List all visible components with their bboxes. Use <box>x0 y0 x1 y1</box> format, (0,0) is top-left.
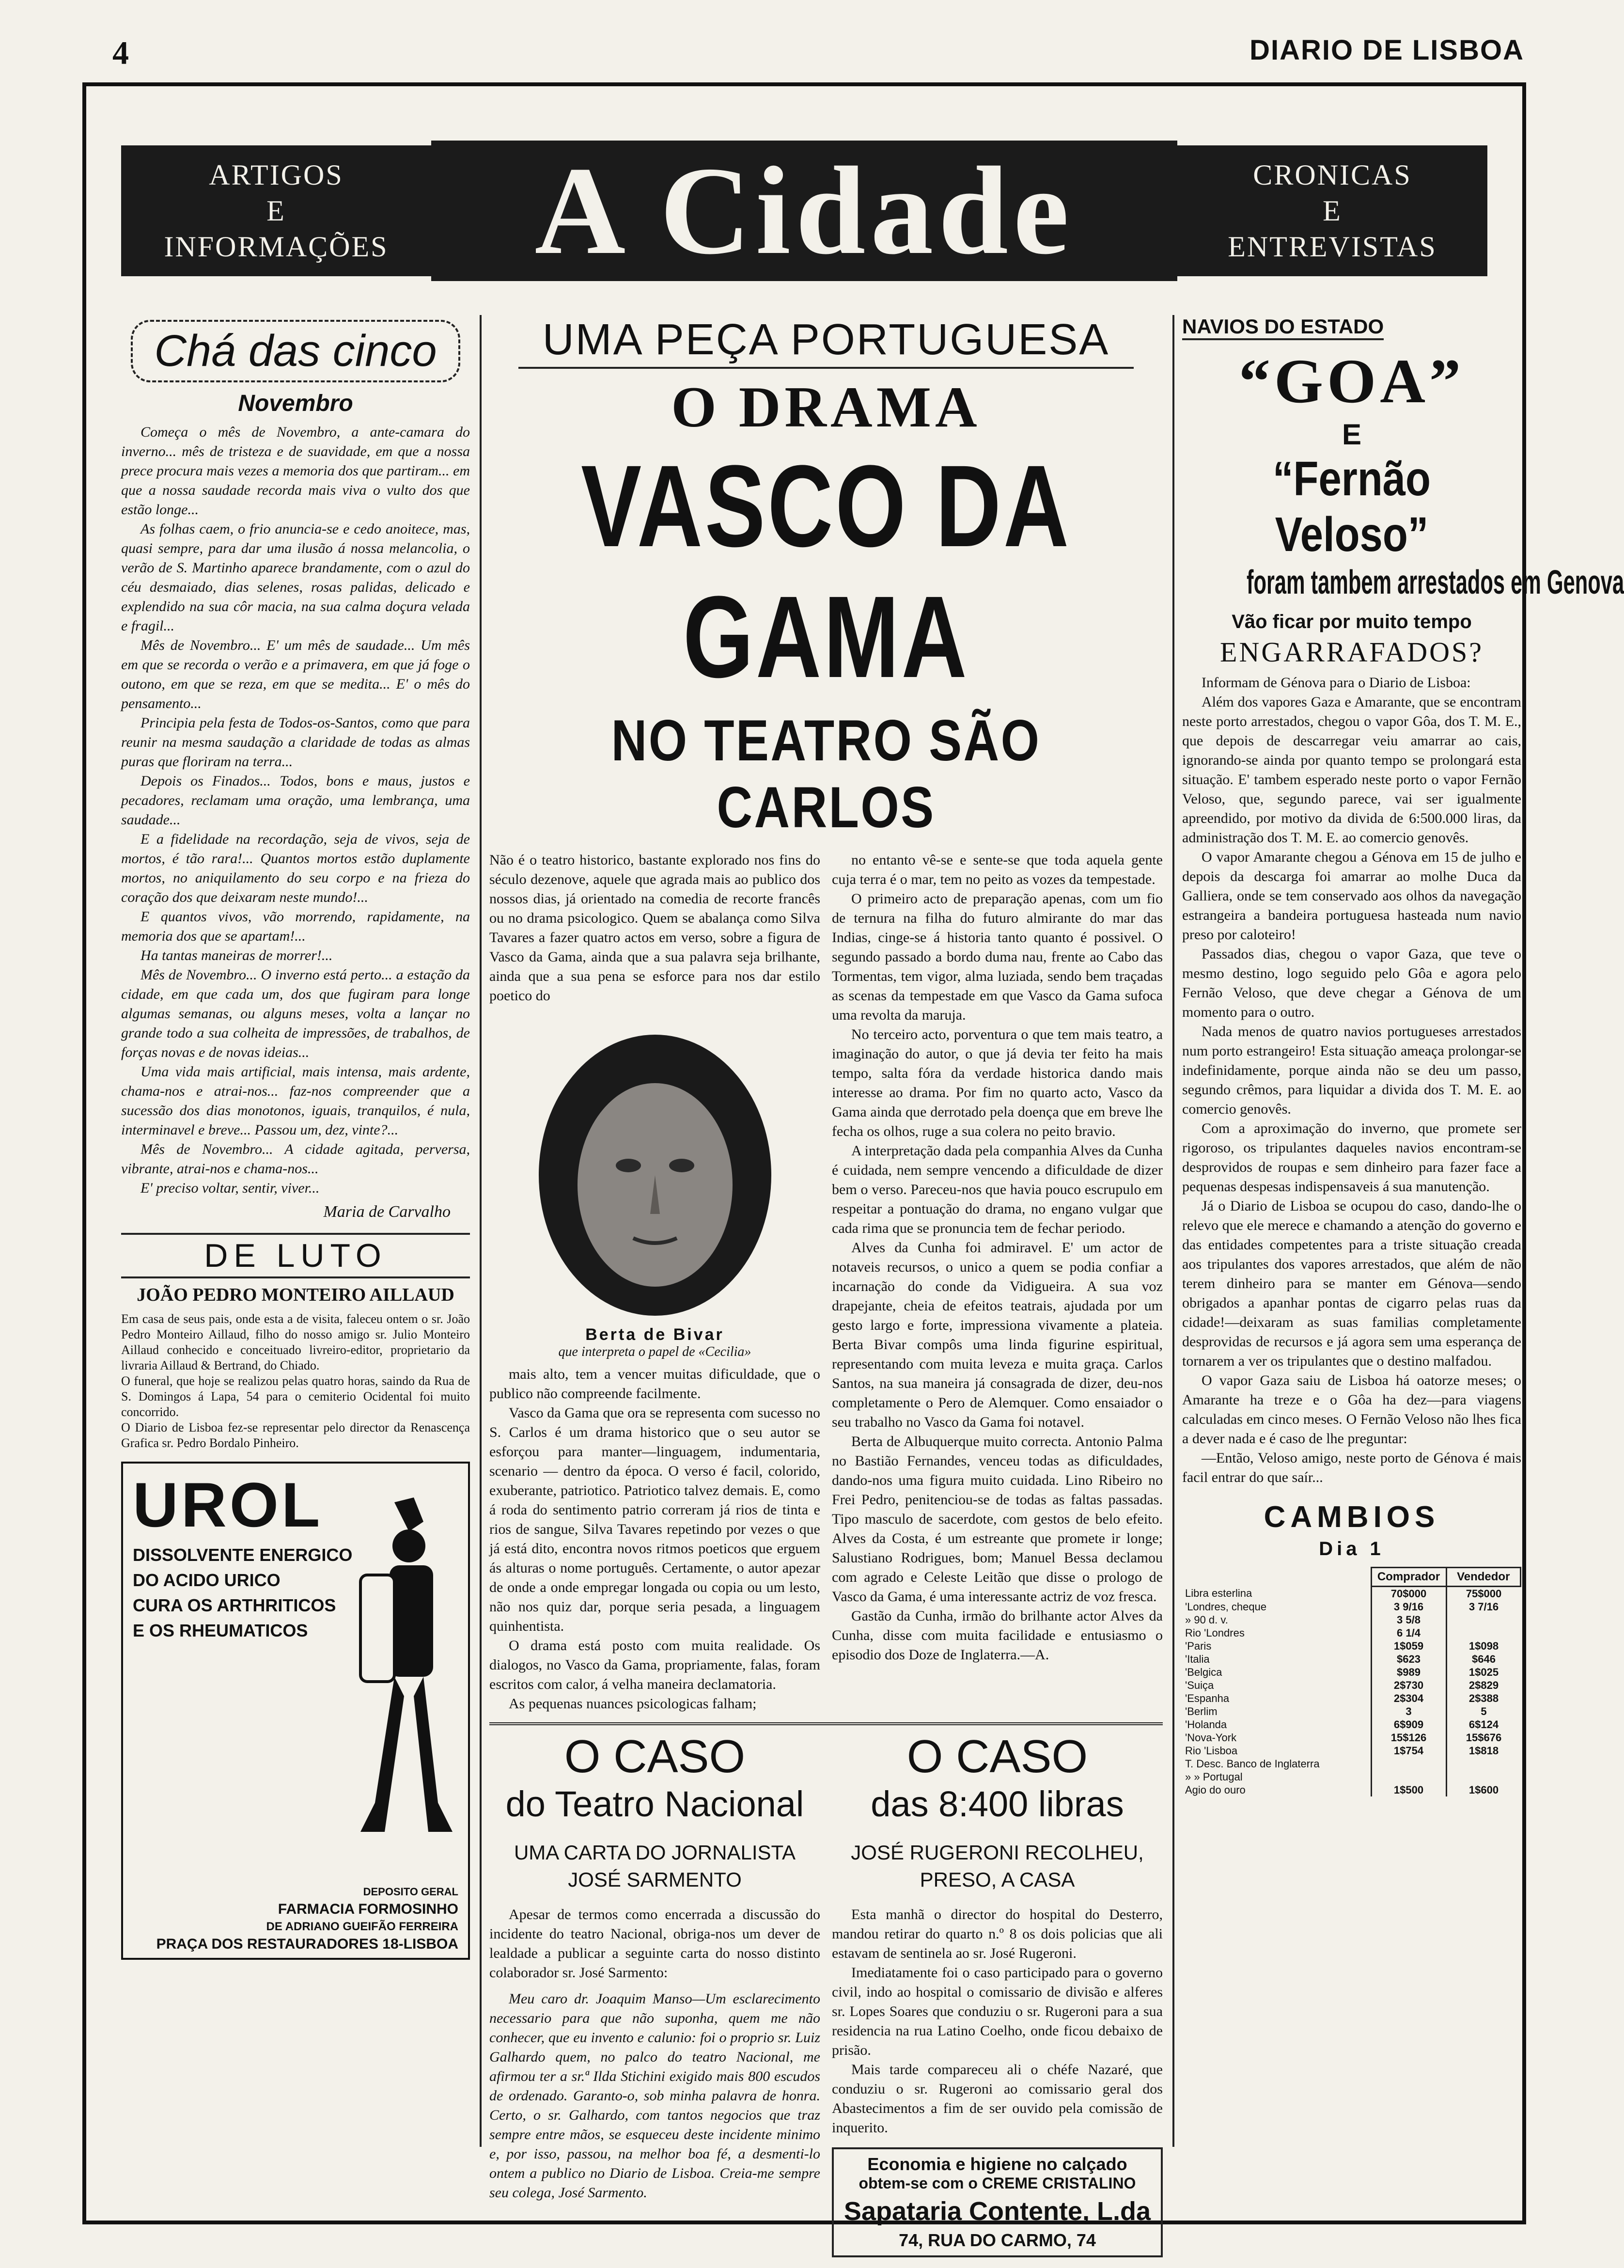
cell-sell <box>1446 1626 1521 1639</box>
paragraph: —Então, Veloso amigo, neste porto de Génova é mais facil entrar do que saír... <box>1182 1450 1521 1485</box>
table-header-buy: Comprador <box>1371 1568 1446 1587</box>
cambios-day: Dia 1 <box>1319 1538 1385 1559</box>
case-paragraph: Esta manhã o director do hospital do Desterro, mandou retirar do quarto n.º 8 os dois policias que ali estavam de sentinela ao sr. José Rugeroni. <box>832 1906 1163 1961</box>
cell-sell: 15$676 <box>1446 1731 1521 1744</box>
article-kicker: UMA PEÇA PORTUGUESA <box>542 315 1110 364</box>
masthead-right-line: E <box>1323 195 1342 227</box>
paragraph: mais alto, tem a vencer muitas dificuldade, que o publico não compreende facilmente. <box>489 1366 820 1402</box>
right-column <box>1182 315 1624 2157</box>
masthead-left-box <box>121 145 431 276</box>
cell-label: Rio 'Londres <box>1185 1627 1245 1639</box>
subhead-engarrafados: ENGARRAFADOS? <box>1220 636 1483 668</box>
paragraph: no entanto vê-se e sente-se que toda aquela gente cuja terra é o mar, tem no peito as vozes da tempestade. <box>832 852 1163 887</box>
article-paragraph: Não é o teatro historico, bastante explorado nos fins do século dezenove, aquele que agrada mais ao publico dos nossos dias, já orientado na comedia de recorte francês ou no drama psicologico. Quem se abalança como Silva Tavares a fazer quatro actos em verso, sobre a figura de Vasco da Gama, ainda que a sua palavra seja brilhante, ainda que a sua pena se esforce para nos dar estilo poetico do <box>489 852 820 1004</box>
paragraph: E quantos vivos, vão morrendo, rapidamente, na memoria dos que se apartam!... <box>121 909 470 944</box>
cell-label: 'Italia <box>1185 1653 1210 1665</box>
cell-sell: 1$600 <box>1446 1783 1521 1796</box>
novembro-subtitle: Novembro <box>238 391 353 416</box>
paragraph: Começa o mês de Novembro, a ante-camara do inverno... mês de tristeza e de suavidade, em que a nossa prece procura mais vezes a memoria dos que partiram... em que a nossa saudade recorda mais viva o vulto dos que estão longe... <box>121 424 470 518</box>
paragraph: Já o Diario de Lisboa se ocupou do caso, dando-lhe o relevo que ele merece e chamando a atenção do governo e das entidades competentes para a triste situação creada aos tripulantes dos vapores arrestados, que além de não terem dinheiro para se manter em Génova—sendo obrigados a apanhar pontas de cigarro pelas ruas da cidade!—deixaram as suas familias completamente desprovidas de recursos e já agora sem uma esperança de tornarem a ver os tripulantes que o destino malfadou. <box>1182 1198 1521 1369</box>
paragraph: Passados dias, chegou o vapor Gaza, que teve o mesmo destino, logo seguido pelo Gôa e agora pelo Fernão Veloso, que deve chegar a Génova de um momento para o outro. <box>1182 946 1521 1020</box>
cell-buy: 1$500 <box>1371 1783 1446 1796</box>
headline-o-drama: O DRAMA <box>671 375 981 439</box>
photo-caption: Berta de Bivar <box>585 1325 724 1344</box>
case-paragraph: Imediatamente foi o caso participado para o governo civil, indo ao hospital o comissario de divisão e alferes sr. Lopes Soares que conduziu o sr. Rugeroni para a sua residencia na rua Latino Coelho, onde ficou debaixo de prisão. <box>832 1965 1163 2058</box>
article-column-b <box>832 850 1163 1714</box>
exchange-table <box>1182 1567 1521 1796</box>
column-rule <box>1172 315 1174 2147</box>
case-subtitle: do Teatro Nacional <box>505 1784 804 1824</box>
cell-sell: 75$000 <box>1446 1587 1521 1601</box>
cell-sell: $646 <box>1446 1653 1521 1666</box>
masthead-right-line: CRONICAS <box>1253 159 1412 191</box>
cell-sell: 3 7/16 <box>1446 1600 1521 1613</box>
cases-section <box>489 1730 1163 2257</box>
cell-buy: 2$304 <box>1371 1692 1446 1705</box>
table-row <box>1182 1639 1521 1653</box>
navios-article-text <box>1182 673 1521 1487</box>
mourning-text: O funeral, que hoje se realizou pelas quatro horas, saindo da Rua de S. Domingos á Lapa, 54 para o cemiterio Ocidental foi muito concorrido. <box>121 1374 470 1419</box>
ad2-address: 74, RUA DO CARMO, 74 <box>899 2230 1096 2250</box>
sapataria-advertisement <box>832 2147 1163 2257</box>
cell-buy: $989 <box>1371 1666 1446 1679</box>
paragraph: Mês de Novembro... E' um mês de saudade... Um mês em que se recorda o verão e a primavera, em que já foge o outono, em que se reza, em que se medita... E' o mês do pensamento... <box>121 637 470 711</box>
cell-sell: 6$124 <box>1446 1718 1521 1731</box>
ad-brand: UROL <box>133 1469 323 1540</box>
cell-label: T. Desc. Banco de Inglaterra <box>1185 1758 1320 1770</box>
table-row <box>1182 1692 1521 1705</box>
cell-label: 'Nova-York <box>1185 1732 1237 1744</box>
ad2-line: obtem-se com o CREME CRISTALINO <box>859 2174 1136 2192</box>
paragraph: Uma vida mais artificial, mais intensa, mais ardente, chama-nos e atrai-nos... faz-nos compreender que a sucessão dos dias monotonos, iguais, tranquilos, é nula, interminavel e breve... Passou um, dez, vinte?... <box>121 1064 470 1138</box>
masthead-left-line: E <box>266 195 286 227</box>
ad-footer <box>133 1883 458 1953</box>
case-title: O CASO <box>906 1731 1088 1782</box>
case-teatro-nacional <box>489 1730 820 2257</box>
ad-footer-line: DE ADRIANO GUEIFÃO FERREIRA <box>266 1920 458 1933</box>
cell-buy: 3 9/16 <box>1371 1600 1446 1613</box>
section-divider <box>489 1722 1163 1725</box>
cell-sell: 1$098 <box>1446 1639 1521 1653</box>
table-row <box>1182 1770 1521 1783</box>
masthead-title: A Cidade <box>431 141 1177 281</box>
ad-line: DO ACIDO URICO <box>133 1570 281 1590</box>
signature: Maria de Carvalho <box>323 1203 451 1221</box>
cell-sell: 1$818 <box>1446 1744 1521 1757</box>
paragraph: Depois os Finados... Todos, bons e maus, justos e pecadores, reclamam uma oração, uma lembrança, uma saudade... <box>121 773 470 828</box>
cell-sell: 1$025 <box>1446 1666 1521 1679</box>
case-paragraph: Apesar de termos como encerrada a discussão do incidente do teatro Nacional, obriga-nos um dever de lealdade a publicar a seguinte carta do nosso distinto colaborador sr. José Sarmento: <box>489 1906 820 1981</box>
table-row <box>1182 1744 1521 1757</box>
portrait-photo <box>510 1020 800 1321</box>
paragraph: E' preciso voltar, sentir, viver... <box>141 1180 320 1196</box>
cell-sell: 2$388 <box>1446 1692 1521 1705</box>
ad-line: E OS RHEUMATICOS <box>133 1621 308 1640</box>
table-row <box>1182 1718 1521 1731</box>
masthead-right-line: ENTREVISTAS <box>1228 231 1437 263</box>
table-row <box>1182 1613 1521 1626</box>
headline-vasco-da-gama: VASCO DA GAMA <box>581 441 1071 702</box>
cell-sell <box>1446 1757 1521 1770</box>
ad-footer-line: PRAÇA DOS RESTAURADORES 18-LISBOA <box>156 1936 458 1952</box>
cell-sell: 5 <box>1446 1705 1521 1718</box>
cell-buy: 3 <box>1371 1705 1446 1718</box>
headline-arrestados: foram tambem arrestados em Genova <box>1247 563 1624 601</box>
section-navios: NAVIOS DO ESTADO <box>1182 315 1384 340</box>
table-row <box>1182 1731 1521 1744</box>
cell-buy <box>1371 1770 1446 1783</box>
newspaper-name: DIARIO DE LISBOA <box>1249 34 1524 66</box>
paragraph: Com a aproximação do inverno, que promete ser rigoroso, os tripulantes daqueles navios encontram-se desprovidos de roupas e sem dinheiro para fazer face a pequenas despesas indispensaveis á sua manutenção. <box>1182 1120 1521 1195</box>
table-row <box>1182 1783 1521 1796</box>
column-rule <box>480 315 482 2147</box>
paragraph: Mês de Novembro... A cidade agitada, perversa, vibrante, atrai-nos e chama-nos... <box>121 1141 470 1177</box>
ad-footer-line: FARMACIA FORMOSINHO <box>278 1901 458 1917</box>
cell-label: Libra esterlina <box>1185 1587 1252 1600</box>
kicker-rule <box>518 367 1134 369</box>
paragraph: Berta de Albuquerque muito correcta. Antonio Palma no Bastião Fernandes, venceu todas as dificuldades, dando-nos uma figura muito cuidada. Lino Ribeiro no Frei Pedro, penitenciou-se de todas as faltas passadas. Tipo masculo de sacerdote, com gestos de belo efeito. Alves da Costa, é um estreante que promete ir longe; Salustiano Rodrigues, bom; Manuel Bessa declamou com agrado e Celeste Leitão que disse o prologo de Vasco da Gama, é uma interessante actriz de voz fresca. <box>832 1433 1163 1605</box>
cell-buy: 15$126 <box>1371 1731 1446 1744</box>
ad-footer-line: DEPOSITO GERAL <box>363 1886 458 1898</box>
cha-das-cinco-title: Chá das cinco <box>131 320 460 382</box>
cell-buy: 1$754 <box>1371 1744 1446 1757</box>
paragraph: As pequenas nuances psicologicas falham; <box>509 1696 757 1712</box>
paragraph: O vapor Gaza saiu de Lisboa há oatorze meses; o Amarante ha treze e o Gôa ha dez—para viagens calculadas em cinco meses. O Fernão Veloso não lhes fica a dever nada e é caso de lhe preguntar: <box>1182 1372 1521 1447</box>
paragraph: Principia pela festa de Todos-os-Santos, como que para reunir na mesma saudação a claridade de todas as almas puras que floriram na terra... <box>121 715 470 770</box>
mourning-title: DE LUTO <box>121 1233 470 1278</box>
cell-label: Agio do ouro <box>1185 1784 1246 1796</box>
headline-fernao-veloso: “Fernão Veloso” <box>1273 452 1431 562</box>
cell-sell: 2$829 <box>1446 1679 1521 1692</box>
paragraph: Vasco da Gama que ora se representa com sucesso no S. Carlos é um drama historico que o seu autor se esforçou para manter—linguagem, indumentaria, scenario — dentro da época. O verso é facil, colorido, exuberante, patriotico. Patriotico talvez demais. E, como á roda do sentimento patrio correram já rios de tinta e rios de sangue, Silva Tavares repetindo por vezes o que já está dito, encontra novos ritmos poeticos que erguem ás alturas o nome português. Certamente, o autor apezar de onde a onde empregar longada ou copia ou um lesto, não nos quiz dar, porque seria pesada, a linguagem quinhentista. <box>489 1405 820 1634</box>
mourning-text: O Diario de Lisboa fez-se representar pelo director da Renascença Grafica sr. Pedro Bordalo Pinheiro. <box>121 1420 470 1450</box>
paragraph: As folhas caem, o frio anuncia-se e cedo anoitece, mas, quasi sempre, para dar uma ilusão á nossa melancolia, o verão de S. Martinho aparece brandamente, com o azul do céu desmaiado, dias selenes, rosas palidas, delicado e explendido na sua côr macia, na sua calma doçura velada e fragil... <box>121 521 470 634</box>
case-8400-libras <box>832 1730 1163 2257</box>
table-row <box>1182 1587 1521 1601</box>
cell-label: 'Londres, cheque <box>1185 1601 1267 1613</box>
cell-buy: 1$059 <box>1371 1639 1446 1653</box>
photo-subcaption: que interpreta o papel de «Cecilia» <box>558 1344 751 1359</box>
paragraph: Ha tantas maneiras de morrer!... <box>141 947 333 963</box>
mourning-text: Em casa de seus pais, onde esta a de visita, faleceu ontem o sr. João Pedro Monteiro Aillaud, filho do nosso amigo sr. Julio Monteiro Aillaud conhecido e conceituado livreiro-editor, proprietario da livraria Aillaud & Bertrand, do Chiado. <box>121 1312 470 1372</box>
article-body <box>489 850 1163 1714</box>
cell-label: 'Espanha <box>1185 1692 1230 1704</box>
table-header-blank <box>1182 1568 1371 1587</box>
table-row <box>1182 1626 1521 1639</box>
paragraph: O drama está posto com muita realidade. Os dialogos, no Vasco da Gama, propriamente, falas, foram escritos com calor, á velha maneira declamatoria. <box>489 1638 820 1692</box>
paragraph: A interpretação dada pela companhia Alves da Cunha é cuidada, nem sempre vencendo a dificuldade de dizer bem o verso. Pareceu-nos que havia pouco escrupulo em respeitar a pontuação do drama, no engano vulgar que cada rima que se pronuncia tem de fechar periodo. <box>832 1143 1163 1236</box>
ad2-name: Sapataria Contente, L.da <box>843 2197 1151 2226</box>
case-deck: JOSÉ RUGERONI RECOLHEU, PRESO, A CASA <box>851 1841 1144 1891</box>
ad-line: CURA OS ARTHRITICOS <box>133 1595 336 1615</box>
cell-sell <box>1446 1770 1521 1783</box>
paragraph: No terceiro acto, porventura o que tem mais teatro, a imaginação do autor, o que já devia ter feito ha mais tempo, salta fóra da verdade historica dando mais interesse ao drama. Por fim no quarto acto, Vasco da Gama ainda que derrotado pela doença que em breve lhe fecha os olhos, ruge a sua colera no peito bravio. <box>832 1026 1163 1139</box>
article-column-a <box>489 850 820 1714</box>
table-row <box>1182 1666 1521 1679</box>
cell-buy: $623 <box>1371 1653 1446 1666</box>
cell-buy: 3 5/8 <box>1371 1613 1446 1626</box>
case-subtitle: das 8:400 libras <box>871 1784 1124 1824</box>
cell-buy <box>1371 1757 1446 1770</box>
paragraph: Alves da Cunha foi admiravel. E' um actor de notaveis recursos, o unico a quem se podia confiar a incarnação do conde da Vidigueira. A sua voz drapejante, cheia de efeitos teatrais, ajudada por um gesto largo e forte, impressiona vivamente a plateia. Berta Bivar compôs uma linda figurine espiritual, representando com muita leveza e muita graça. Carlos Santos, na sua maneira já consagrada de dizer, deu-nos completamente o Pero de Alemquer. Como ensaiador o seu trabalho no Vasco da Gama foi notavel. <box>832 1240 1163 1430</box>
ad2-line: Economia e higiene no calçado <box>867 2154 1127 2174</box>
cell-buy: 2$730 <box>1371 1679 1446 1692</box>
cambios-title: CAMBIOS <box>1264 1500 1440 1534</box>
table-row <box>1182 1757 1521 1770</box>
cell-label: 'Berlim <box>1185 1705 1218 1717</box>
paragraph: Mês de Novembro... O inverno está perto... a estação da cidade, em que cada um, dos que fugiram para longe algumas semanas, ou alguns meses, volta a lançar no grande todo a sua colheita de impressões, de trabalhos, de forças novas e de novas ideias... <box>121 967 470 1060</box>
paragraph: Além dos vapores Gaza e Amarante, que se encontram neste porto arrestados, chegou o vapor Gôa, dos T. M. E., que depois de descarregar veiu amarrar ao cais, ignorando-se ainda por quanto tempo se prolongará esta situação. E' tambem esperado neste porto o vapor Fernão Veloso, que, segundo parece, vai ser igualmente apreendido, por motivo da divida de 6:500.000 liras, da administração dos T. M. E. ao comercio genovês. <box>1182 694 1521 846</box>
cell-label: Rio 'Lisboa <box>1185 1745 1238 1757</box>
masthead <box>121 141 1487 281</box>
cell-label: » » Portugal <box>1185 1771 1243 1783</box>
page-number: 4 <box>112 34 129 71</box>
cell-label: 'Holanda <box>1185 1718 1227 1731</box>
mourning-name: JOÃO PEDRO MONTEIRO AILLAUD <box>137 1285 454 1305</box>
table-row <box>1182 1705 1521 1718</box>
table-header-sell: Vendedor <box>1446 1568 1521 1587</box>
center-column <box>489 315 1163 2250</box>
paragraph: Nada menos de quatro navios portugueses arrestados num porto estrangeiro! Esta situação ameaça prolongar-se indefinidamente, porque ainda não se deu um passo, segundo crêmos, para liquidar a divida dos T. M. E. ao comercio genovês. <box>1182 1024 1521 1117</box>
cell-buy: 6 1/4 <box>1371 1626 1446 1639</box>
headline-teatro: NO TEATRO SÃO CARLOS <box>611 708 1041 840</box>
jester-figure-illustration <box>341 1493 457 1842</box>
paragraph: Gastão da Cunha, irmão do brilhante actor Alves da Cunha, disse com muita facilidade e entusiasmo o episodio dos Doze de Inglaterra.—A. <box>832 1608 1163 1663</box>
case-paragraph: Mais tarde compareceu ali o chéfe Nazaré, que conduziu o sr. Rugeroni ao comissario geral dos Abastecimentos a fim de ser ouvido pela comissão de inquerito. <box>832 2062 1163 2136</box>
table-row <box>1182 1653 1521 1666</box>
exchange-table-body <box>1182 1587 1521 1797</box>
cell-sell <box>1446 1613 1521 1626</box>
masthead-left-line: INFORMAÇÕES <box>164 231 389 263</box>
case-title: O CASO <box>564 1731 746 1782</box>
ad-line: DISSOLVENTE ENERGICO <box>133 1545 353 1565</box>
table-row <box>1182 1679 1521 1692</box>
article-column-a-cont <box>489 1365 820 1714</box>
paragraph: Informam de Génova para o Diario de Lisboa: <box>1202 675 1471 691</box>
cell-label: 'Suiça <box>1185 1679 1214 1691</box>
paragraph: O primeiro acto de preparação apenas, com um fio de ternura na filha do futuro almirante do mar das Indias, cinge-se á historia tanto quanto é possivel. O segundo passado a bordo duma nau, frente ao Cabo das Tormentas, tem vigor, alma luziada, sendo bem traçadas as scenas da tempestade em que Vasco da Gama sufoca uma revolta da maruja. <box>832 891 1163 1023</box>
paragraph: O vapor Amarante chegou a Génova em 15 de julho e depois da descarga foi amarrar ao molhe Duca da Galliera, onde se tem conservado aos olhos da navegação estrangeira a bandeira portuguesa hasteada num navio preso por caloteiro! <box>1182 849 1521 943</box>
left-column <box>121 315 470 2157</box>
urol-advertisement <box>121 1462 470 1960</box>
paragraph: E a fidelidade na recordação, seja de vivos, seja de mortos, é tão rara!... Quantos mortos estão duplamente mortos, no aniquilamento do seu corpo e na frieza do coração dos que deixaram neste mundo!... <box>121 831 470 905</box>
case-paragraph: Meu caro dr. Joaquim Manso—Um esclarecimento necessario para que não suponha, quem me não conhecer, que eu invento e calunio: foi o proprio sr. Luiz Galhardo quem, no palco do teatro Nacional, me afirmou ter a sr.ª Ilda Stichini exigido mais 800 escudos de ordenado. Garanto-o, sob minha palavra de honra. Certo, o sr. Galhardo, com tantos negocios que traz sempre entre mãos, se esqueceu deste incidente minimo e, por isso, passou, na melhor boa fé, a desmenti-lo ontem a publico no Diario de Lisboa. Creia-me sempre seu colega, José Sarmento. <box>489 1991 820 2201</box>
cell-label: 'Paris <box>1185 1640 1212 1652</box>
cell-buy: 70$000 <box>1371 1587 1446 1601</box>
case-deck: UMA CARTA DO JORNALISTA JOSÉ SARMENTO <box>514 1841 796 1891</box>
headline-e: E <box>1342 418 1362 451</box>
cell-label: 'Belgica <box>1185 1666 1222 1678</box>
chronicle-text <box>121 423 470 1198</box>
masthead-right-box <box>1177 145 1487 276</box>
masthead-left-line: ARTIGOS <box>209 159 344 191</box>
headline-goa: “GOA” <box>1238 346 1465 416</box>
cell-buy: 6$909 <box>1371 1718 1446 1731</box>
table-row <box>1182 1600 1521 1613</box>
subhead-vao-ficar: Vão ficar por muito tempo <box>1232 611 1472 632</box>
cell-label: » 90 d. v. <box>1185 1614 1228 1626</box>
